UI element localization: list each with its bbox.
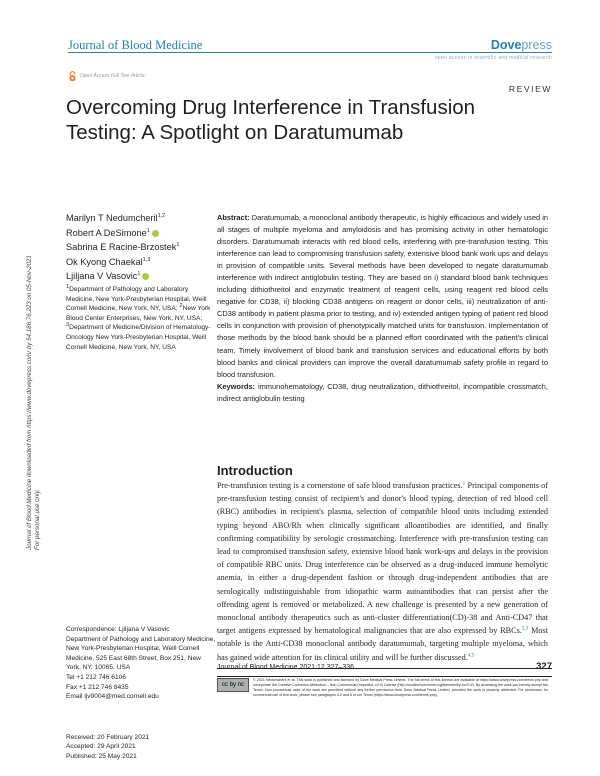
download-note [20,160,44,550]
publication-dates [66,733,216,761]
intro-text-1: Pre-transfusion testing is a cornerstone of safe blood transfusion practices. [217,481,463,490]
date-published: Published: 25 May 2021 [66,752,137,760]
date-received: Received: 20 February 2021 [66,734,150,741]
header-rule [68,52,552,53]
section-heading-introduction: Introduction [217,463,293,478]
correspondence-tel: Tel +1 212 746 6106 [66,673,126,681]
affiliation-number: 2 [179,303,183,309]
affiliations [66,285,216,352]
author-name: Sabrina E Racine-Brzostek [66,242,177,252]
intro-text-2: Principal components of pre-transfusion testing consist of recipient's and donor's blood typing, detection of red blood cell (RBC) antibodies in recipient's plasma, selection of compatible blood units including extended typing beyond ABO/Rh when clinically significant alloantibodies are identified, and finally confirming compatibility by serologic crossmatching. Interference with pre-transfusion testing can lead to compromised transfusion safety, extensive blood bank work-ups and delays in the provision of compatible RBC units. Drug interference can be observed as a drug-induced immune hemolytic anemia, in either a drug-dependent fashion or through drug-independent antibodies that are serologically indistinguishable from idiopathic warm autoantibodies that can persist after the offending agent is removed or metabolized. A new challenge is presented by a new generation of monoclonal antibody therapeutics such as anti-cluster differentiation(CD)-38 and Anti-CD47 that target antigens expressed by hematological malignancies that are also expressed by RBCs. [217,481,548,636]
intro-text-3: Most notable is the Anti-CD38 monoclonal antibody daratumumab, targeting multiple myeloma, which has gained wide attention for its clinical utility and will be further discussed. [217,626,548,662]
keywords-text: immunohematology, CD38, drug neutralization, dithiothreitol, incompatible crossmatch, indirect antiglobulin testing [217,381,548,403]
footer-rule [217,668,552,669]
abstract-label: Abstract: [217,213,250,222]
author-affiliation-sup: 1,2 [157,212,166,219]
license-text: © 2021 Nedumcheril et al. This work is published and licensed by Dove Medical Press Limited. The full terms of this license are available at https://www.dovepress.com/terms.php and incorporate the Creative Commons Attribution – Non Commercial (unported, v3.0) License (http://creativecommons.org/licenses/by-nc/3.0/). By accessing the work you hereby accept the Terms. Non-commercial uses of the work are permitted without any further permission from Dove Medical Press Limited, provided the work is properly attributed. For permission for commercial use of this work, please see paragraphs 4.2 and 5 of our Terms (https://www.dovepress.com/terms.php). [253,678,548,698]
brand-suffix: press [521,38,552,52]
introduction-body [217,479,548,664]
correspondence [66,625,216,702]
download-note-line1: Journal of Blood Medicine downloaded from https://www.dovepress.com/ by 54.186.76.223 on 05-Nov-2021 [26,255,33,550]
open-access-label: Open Access Full Text Article [80,73,145,79]
author-affiliation-sup: 1,3 [142,256,151,263]
author-name: Ok Kyong Chaekal [66,256,143,267]
author-affiliation-sup: 1 [137,270,141,277]
orcid-icon[interactable] [152,230,159,237]
article-type: REVIEW [508,84,552,94]
correspondence-fax: Fax +1 212 746 8435 [66,683,129,691]
abstract-text: Daratumumab, a monoclonal antibody therapeutic, is highly efficacious and widely used in all stages of multiple myeloma and amyloidosis and has promising activity in other hematologic disorders. Daratumumab interacts with red blood cells, interfering with pre-transfusion testing. This interference can lead to compromising transfusion safety, extensive blood bank work ups and delays in provision of compatible units. Several methods have been developed to negate daratumumab interference with indirect antiglobulin testing. They are based on i) standard blood bank techniques including dithiothreitol and enzymatic treatment of reagent cells, using reagent red blood cells negative for CD38, ii) blocking CD38 antigens on reagent or donor cells, iii) neutralization of anti-CD38 antibody in patient plasma prior to testing, and iv) extended antigen typing of patient red blood cells in conjunction with provision of phenotypically matched units for transfusion. Implementation of those methods by the blood bank should be a planned effort coordinated with the patient's clinical team. Timely involvement of blood bank and transfusion services and educational efforts by both blood banks and clinical providers can improve the overall daratumumab safety profile in regard to blood transfusion. [217,213,548,379]
author-item [66,226,216,241]
affiliation-number: 3 [66,322,70,329]
abstract [217,212,548,405]
citation-link[interactable]: 2,3 [521,625,529,632]
author-item [66,269,216,284]
author-affiliation-sup: 1 [146,227,150,234]
page-number: 327 [536,661,552,672]
footer-citation: Journal of Blood Medicine 2021:12 327–336 [217,664,354,671]
footer-rule-secondary [217,676,552,677]
cc-license-badge[interactable]: cc by nc [217,678,249,692]
correspondence-author: Correspondence: Ljiljana V Vasovic [66,626,170,633]
keywords-label: Keywords: [217,381,256,391]
correspondence-address: Department of Pathology and Laboratory Medicine, New York-Presbyterian Hospital, Weill Cornell Medicine, 525 East 68th Street, Box 251, New York, NY, 10065, USA [66,635,216,672]
affiliation-2: New York Blood Center Enterprises, New York, NY, USA; [66,305,211,322]
publisher-tagline: open access to scientific and medical research [434,55,552,61]
affiliation-1: Department of Pathology and Laboratory Medicine, New York-Presbyterian Hospital, Weill Cornell Medicine, New York, NY, USA; [66,286,207,313]
citation-link[interactable]: 1 [462,480,466,487]
publisher-logo [491,38,552,52]
correspondence-email[interactable]: Email ljv9004@med.cornell.edu [66,693,159,701]
author-list [66,211,216,284]
author-affiliation-sup: 1 [176,241,180,248]
brand-prefix: Dove [490,38,522,52]
citation-link[interactable]: 4,5 [467,651,475,658]
affiliation-number: 1 [66,283,70,290]
author-name: Robert A DeSimone [66,227,147,238]
author-item [66,240,216,255]
author-name: Marilyn T Nedumcheril [66,213,158,223]
journal-name: Journal of Blood Medicine [68,38,203,52]
author-name: Ljiljana V Vasovic [66,271,138,281]
orcid-icon[interactable] [142,273,149,280]
article-title: Overcoming Drug Interference in Transfusion Testing: A Spotlight on Daratumumab [66,96,476,144]
download-note-line2: For personal use only. [34,489,41,550]
date-accepted: Accepted: 29 April 2021 [66,743,136,751]
author-item [66,255,216,270]
affiliation-3: Department of Medicine/Division of Hematology-Oncology New York-Presbyterian Hospital, Weill Cornell Medicine, New York, NY, USA [66,324,211,351]
author-item [66,211,216,226]
open-access-lock-icon [68,71,77,82]
